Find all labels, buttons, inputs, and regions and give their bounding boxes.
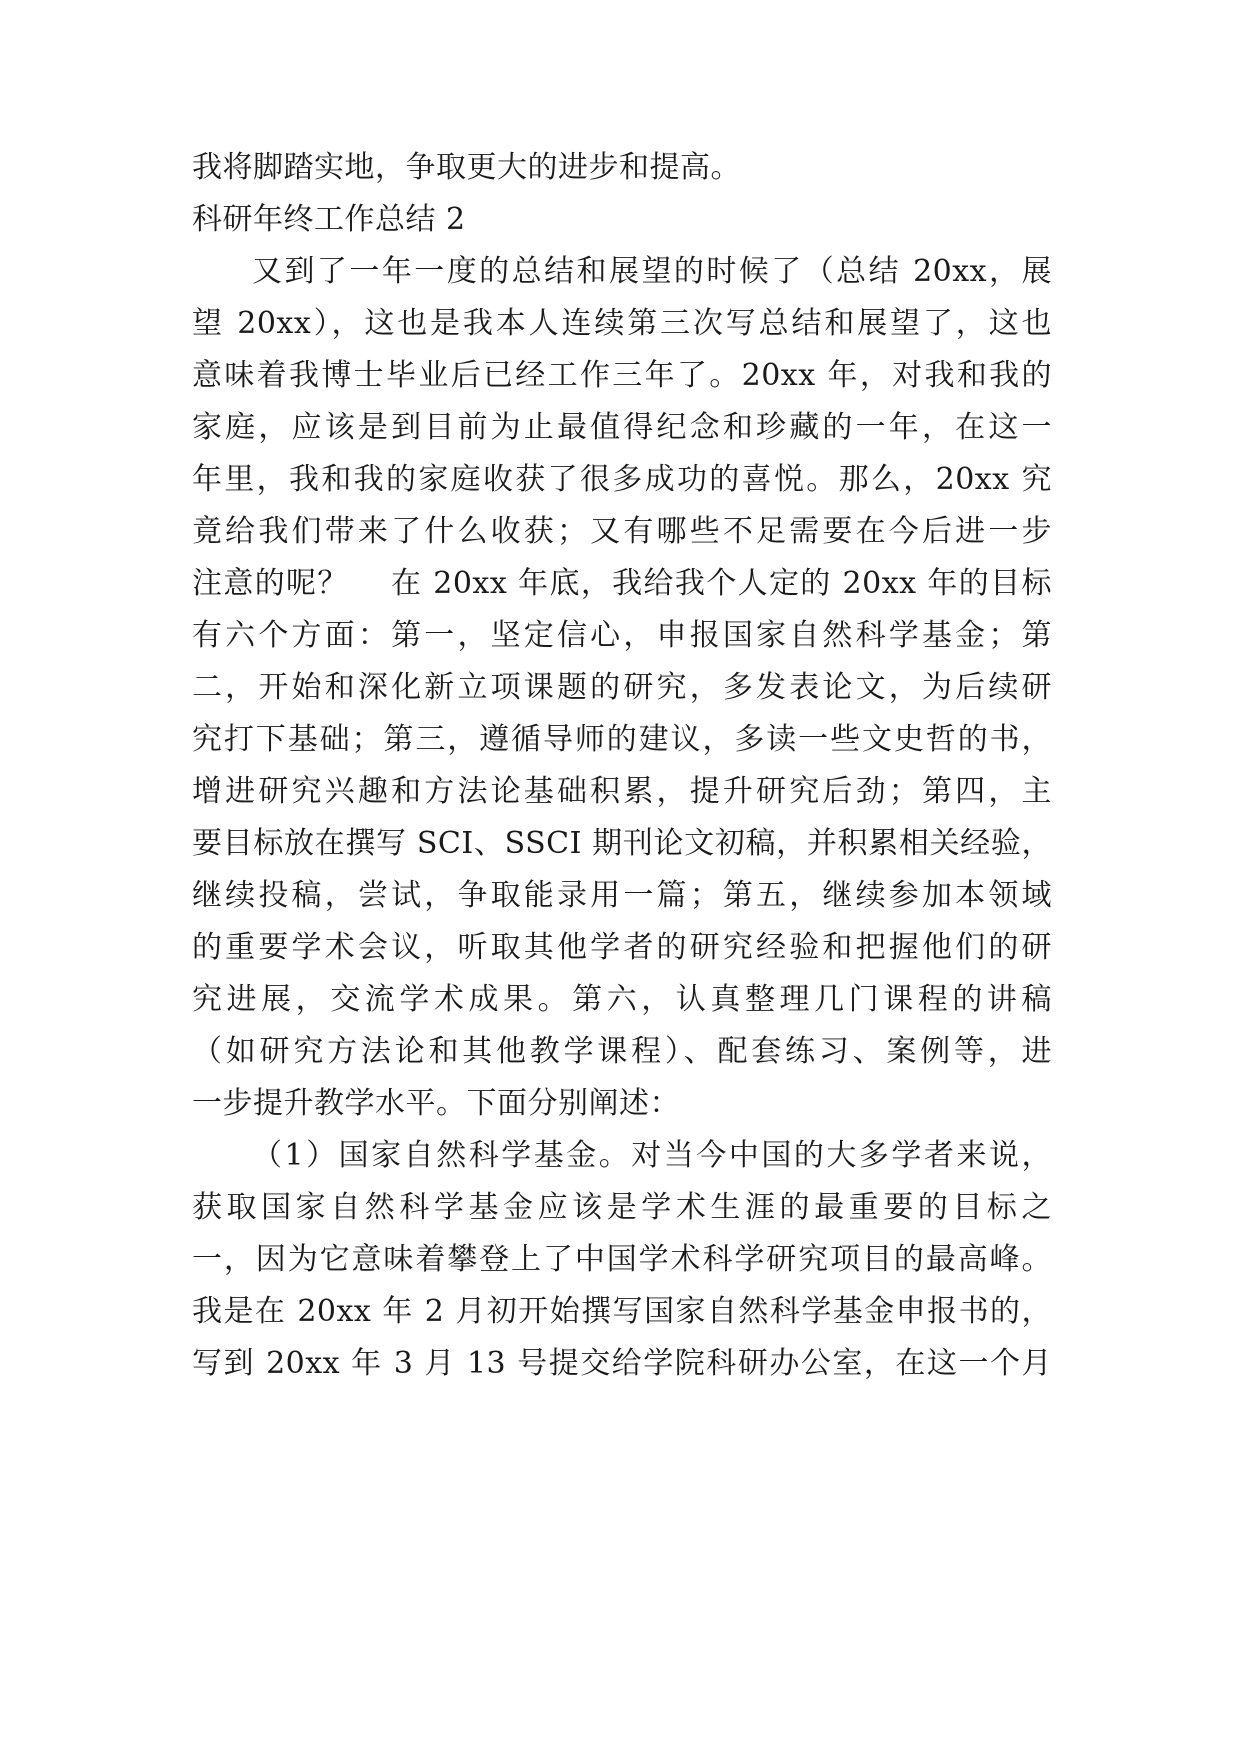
section-heading: 科研年终工作总结 2	[192, 202, 466, 237]
text-line: （如研究方法论和其他教学课程）、配套练习、案例等，进	[192, 1034, 1052, 1069]
text-line: 年里，我和我的家庭收获了很多成功的喜悦。那么，20xx 究	[192, 462, 1052, 497]
text-line: 一，因为它意味着攀登上了中国学术科学研究项目的最高峰。	[192, 1242, 1052, 1277]
text-line: 家庭，应该是到目前为止最值得纪念和珍藏的一年，在这一	[192, 410, 1052, 445]
text-line: 我是在 20xx 年 2 月初开始撰写国家自然科学基金申报书的，	[192, 1294, 1052, 1329]
text-line: 望 20xx），这也是我本人连续第三次写总结和展望了，这也	[192, 306, 1052, 341]
text-line: 注意的呢？ 在 20xx 年底，我给我个人定的 20xx 年的目标	[192, 566, 1052, 601]
text-line: 意味着我博士毕业后已经工作三年了。20xx 年，对我和我的	[192, 358, 1052, 393]
text-line: 竟给我们带来了什么收获；又有哪些不足需要在今后进一步	[192, 514, 1052, 549]
text-line: 究进展，交流学术成果。第六，认真整理几门课程的讲稿	[192, 982, 1052, 1017]
text-line: 一步提升教学水平。下面分别阐述：	[192, 1086, 680, 1121]
text-line: 有六个方面：第一，坚定信心，申报国家自然科学基金；第	[192, 618, 1052, 653]
text-line: 获取国家自然科学基金应该是学术生涯的最重要的目标之	[192, 1190, 1052, 1225]
text-line: 继续投稿，尝试，争取能录用一篇；第五，继续参加本领域	[192, 878, 1052, 913]
text-line: 的重要学术会议，听取其他学者的研究经验和把握他们的研	[192, 930, 1052, 965]
text-line: （1）国家自然科学基金。对当今中国的大多学者来说，	[252, 1138, 1052, 1173]
text-line: 究打下基础；第三，遵循导师的建议，多读一些文史哲的书，	[192, 722, 1052, 757]
text-line: 又到了一年一度的总结和展望的时候了（总结 20xx，展	[252, 254, 1052, 289]
text-line: 要目标放在撰写 SCI、SSCI 期刊论文初稿，并积累相关经验，	[192, 826, 1052, 861]
text-line: 写到 20xx 年 3 月 13 号提交给学院科研办公室，在这一个月	[192, 1346, 1052, 1381]
text-line: 我将脚踏实地，争取更大的进步和提高。	[192, 150, 741, 185]
text-line: 二，开始和深化新立项课题的研究，多发表论文，为后续研	[192, 670, 1052, 705]
text-line: 增进研究兴趣和方法论基础积累，提升研究后劲；第四，主	[192, 774, 1052, 809]
